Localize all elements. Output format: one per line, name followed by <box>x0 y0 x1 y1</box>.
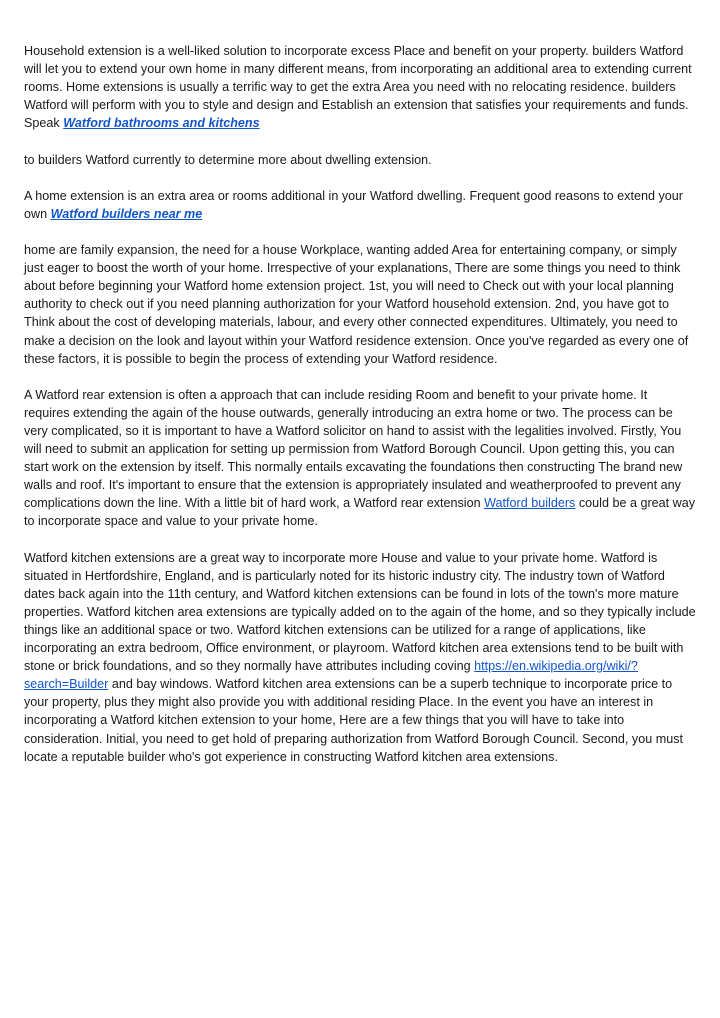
paragraph-text-after-link: could be a great way to incorporate space and value to your private home. <box>24 496 696 529</box>
link-watford-builders[interactable]: Watford builders <box>484 496 576 511</box>
paragraph-home-extension-intro <box>24 187 696 223</box>
paragraph-text: Watford kitchen extensions are a great way to incorporate more House and value to your private home. Watford is situated in Hertfordshire, England, and is particularly noted for its historic industry city. The industry town of Watford dates back again into the 11th century, and Watford kitchen extensions can be found in lots of the town's more mature properties. Watford kitchen area extensions are typically added on to the again of the home, and so they typically include things like an additional space or two. Watford kitchen extensions can be utilized for a range of applications, like incorporating an extra bedroom, Office environment, or playroom. Watford kitchen area extensions tend to be built with stone or brick foundations, and so they normally have attributes including coving <box>24 550 696 674</box>
paragraph-kitchen-extensions <box>24 549 696 766</box>
paragraph-text-after-link: and bay windows. Watford kitchen area extensions can be a superb technique to incorporate price to your property, plus they might also provide you with additional residing Place. In the event you have an interest in incorporating a Watford kitchen extension to your home, Here are a few things that you will have to take into consideration. Initial, you need to get hold of preparing authorization from Watford Borough Council. Second, you must locate a reputable builder who's got experience in constructing Watford kitchen area extensions. <box>24 677 683 764</box>
paragraph-text: A Watford rear extension is often a approach that can include residing Room and benefit to your private home. It requires extending the again of the house outwards, generally introducing an extra home or two. The process can be very complicated, so it is important to have a Watford solicitor on hand to assist with the legalities involved. Firstly, You will need to submit an application for setting up permission from Watford Borough Council. Upon getting this, you can start work on the extension by itself. This normally entails excavating the foundations then constructing The brand new walls and roof. It's important to ensure that the extension is appropriately insulated and weatherproofed to prevent any complications down the line. With a little bit of hard work, a Watford rear extension <box>24 387 683 511</box>
link-wikipedia-builder[interactable]: https://en.wikipedia.org/wiki/?search=Builder <box>24 659 638 692</box>
link-watford-bathrooms-kitchens[interactable]: Watford bathrooms and kitchens <box>63 116 260 131</box>
paragraph-reasons <box>24 241 696 368</box>
document-body <box>24 42 696 784</box>
paragraph-rear-extension <box>24 386 696 531</box>
paragraph-household-extension <box>24 42 696 132</box>
paragraph-text: A home extension is an extra area or rooms additional in your Watford dwelling. Frequent good reasons to extend your own <box>24 188 683 221</box>
link-watford-builders-near-me[interactable]: Watford builders near me <box>50 206 203 221</box>
paragraph-builders-contact <box>24 151 696 169</box>
paragraph-text: to builders Watford currently to determine more about dwelling extension. <box>24 152 432 167</box>
paragraph-text: Household extension is a well-liked solution to incorporate excess Place and benefit on your property. builders Watford will let you to extend your own home in many different means, from incorporating an additional area to extending current rooms. Home extensions is usually a terrific way to get the extra Area you need with no relocating residence. builders Watford will perform with you to style and design and Establish an extension that satisfies your requirements and funds. Speak <box>24 44 692 131</box>
paragraph-text: home are family expansion, the need for a house Workplace, wanting added Area for entertaining company, or simply just eager to boost the worth of your home. Irrespective of your explanations, There are some things you need to think about before beginning your Watford home extension project. 1st, you will need to Check out with your local planning authority to check out if you need planning authorization for your Watford household extension. 2nd, you have got to Think about the cost of developing materials, labour, and every other connected expenditures. Ultimately, you need to make a decision on the look and layout within your Watford residence extension. Once you've regarded as every one of these factors, it is possible to begin the process of extending your Watford residence. <box>24 243 689 366</box>
